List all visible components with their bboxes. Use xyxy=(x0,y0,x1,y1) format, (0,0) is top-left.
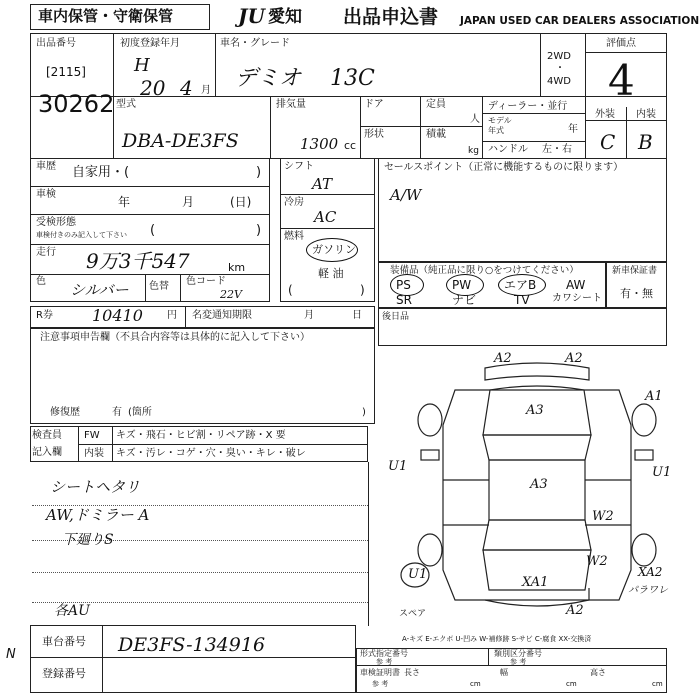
inspector-label: 検査員 xyxy=(32,430,62,441)
damage-mark-bottom-a2: A2 xyxy=(566,603,584,618)
repair-part-label: (箇所 xyxy=(128,407,152,418)
grid-line xyxy=(112,426,113,462)
damage-mark-hood: A3 xyxy=(526,403,544,418)
registration-label: 初度登録年月 xyxy=(120,38,180,49)
damage-mark-rear-right-xa2: XA2 xyxy=(638,565,663,579)
spec-cert-label: 形式指定番号 xyxy=(360,649,408,658)
handle-options: 左・右 xyxy=(542,144,572,155)
warranty-label: 新車保証書 xyxy=(612,266,658,276)
damage-legend: A-キズ E-エクボ U-凹み W-補修跡 S-サビ C-腐食 XX-交換済 xyxy=(402,635,592,643)
interior-label: 内装 xyxy=(636,109,656,120)
shift-label: シフト xyxy=(284,161,314,172)
deadline-month: 月 xyxy=(304,310,314,321)
displacement-value: 1300 xyxy=(300,135,339,153)
history-value: 自家用・( xyxy=(72,165,130,180)
car-name-value: デミオ xyxy=(235,66,302,91)
accept-label: 受検形態 xyxy=(36,217,76,228)
grid-line xyxy=(78,444,368,445)
car-name-label: 車名・グレード xyxy=(220,38,290,49)
equip-ps: PS xyxy=(396,278,411,292)
dealer-label: ディーラー・並行 xyxy=(488,101,568,112)
load-label: 積載 xyxy=(426,129,446,140)
inspector-label-2: 記入欄 xyxy=(32,447,62,458)
grid-line xyxy=(488,648,489,665)
color-code-value: 22V xyxy=(220,288,242,301)
shaken-year-unit: 年 xyxy=(118,195,131,209)
color-change-label: 色替 xyxy=(149,281,169,292)
equip-sr: SR xyxy=(396,293,412,307)
grid-line xyxy=(185,306,186,328)
grid-line xyxy=(30,244,270,245)
spec-class-label: 類別区分番号 xyxy=(494,649,542,658)
chassis-label: 車台番号 xyxy=(42,635,86,648)
storage-title: 車内保管・守衛保管 xyxy=(38,7,174,25)
color-value: シルバー xyxy=(70,281,129,299)
association-name: JAPAN USED CAR DEALERS ASSOCIATION xyxy=(460,15,700,27)
exterior-label: 外装 xyxy=(595,109,615,120)
sales-point-value: A/W xyxy=(390,186,422,204)
capacity-label: 定員 xyxy=(426,99,446,110)
damage-mark-rear-w2: W2 xyxy=(586,554,608,569)
fuel-value: ガソリン xyxy=(312,243,356,256)
model-year-label-2: 年式 xyxy=(488,126,504,135)
grid-line xyxy=(30,657,356,658)
grid-line xyxy=(482,113,585,114)
accept-note: 車検付きのみ記入して下さい xyxy=(36,231,127,239)
damage-mark-right-a1: A1 xyxy=(645,389,663,404)
writing-line xyxy=(32,572,368,573)
grid-line xyxy=(30,214,270,215)
shaken-day-unit: (日) xyxy=(230,195,252,209)
equip-pw: PW xyxy=(452,278,472,292)
spec-reg-cert-label: 車検証明書 xyxy=(360,668,400,677)
damage-mark-right-u1: U1 xyxy=(652,465,672,480)
model-year-label: モデル xyxy=(488,116,512,125)
reg-number-label: 登録番号 xyxy=(42,667,86,680)
spec-length-label: 長さ xyxy=(404,668,420,677)
rating-label: 評価点 xyxy=(606,38,636,49)
grid-line xyxy=(30,274,270,275)
spec-length-unit: cm xyxy=(470,680,481,688)
drive-dot: ・ xyxy=(555,63,565,74)
shape-label: 形状 xyxy=(364,129,384,140)
door-label: ドア xyxy=(364,99,384,110)
displacement-label: 排気量 xyxy=(276,99,306,110)
sales-point-block xyxy=(378,158,667,262)
accept-open: ( xyxy=(150,223,156,238)
grid-line xyxy=(30,186,270,187)
misc-note: 各AU xyxy=(54,603,90,619)
inspector-fw-label: FW xyxy=(84,430,100,441)
repair-value: 有 xyxy=(112,407,122,418)
chassis-value: DE3FS-134916 xyxy=(118,634,266,656)
damage-mark-left-u1: U1 xyxy=(388,459,408,474)
damage-mark-rear-xa1: XA1 xyxy=(522,575,549,590)
equip-circle xyxy=(446,274,484,296)
spare-label: スペア xyxy=(399,609,427,619)
spec-width-label: 幅 xyxy=(500,668,508,677)
month-unit: 月 xyxy=(201,85,211,96)
interior-grade: B xyxy=(638,130,653,154)
equip-circle xyxy=(498,274,546,296)
rating-value: 4 xyxy=(608,56,635,105)
lot-number: 30262 xyxy=(38,90,115,118)
model-value: DBA-DE3FS xyxy=(122,130,239,152)
equip-navi: ナビ xyxy=(452,293,477,307)
color-label: 色 xyxy=(36,276,46,287)
grid-line xyxy=(482,141,585,142)
grid-line xyxy=(420,96,421,159)
equipment-label: 装備品（純正品に限り○をつけてください） xyxy=(390,265,579,276)
handle-label: ハンドル xyxy=(488,144,528,155)
cooler-label: 冷房 xyxy=(284,197,304,208)
grid-line xyxy=(270,96,271,159)
accept-close: ) xyxy=(256,223,262,238)
side-mark: N xyxy=(6,647,16,662)
handwritten-note-2: AW,ドミラー A xyxy=(46,506,150,524)
form-title: 出品申込書 xyxy=(343,6,439,28)
damage-mark-left-rear-u1: U1 xyxy=(408,567,428,582)
car-grade-value: 13C xyxy=(330,66,375,91)
grid-line xyxy=(145,274,146,302)
mileage-value: 9万3千547 xyxy=(86,249,190,273)
registration-month: 4 xyxy=(180,76,193,100)
fuel-label: 燃料 xyxy=(284,231,304,242)
shift-value: AT xyxy=(312,175,333,193)
recycle-unit: 円 xyxy=(167,310,177,321)
equip-aw: AW xyxy=(566,278,586,292)
region-name: 愛知 xyxy=(268,7,302,27)
damage-mark-rear-note: パラワレ xyxy=(628,585,668,596)
grid-line xyxy=(280,228,375,229)
repair-part-close: ) xyxy=(362,407,366,418)
back-goods-label: 後日品 xyxy=(382,312,410,322)
lot-sub-number: [2115] xyxy=(46,65,86,79)
capacity-unit: 人 xyxy=(470,114,480,125)
grid-line xyxy=(360,96,361,159)
grid-line xyxy=(368,462,369,626)
handwritten-note-1: シートヘタリ xyxy=(50,478,141,496)
shaken-label: 車検 xyxy=(36,189,56,200)
history-label: 車歴 xyxy=(36,161,56,172)
grid-line xyxy=(215,33,216,96)
model-label: 型式 xyxy=(116,99,136,110)
handwritten-note-3: 下廻りS xyxy=(62,532,114,548)
spec-cert-sub: 参 考 xyxy=(376,658,393,666)
spec-height-label: 高さ xyxy=(590,668,606,677)
grid-line xyxy=(280,194,375,195)
displacement-unit: cc xyxy=(344,139,357,152)
equip-circle xyxy=(390,274,424,296)
spec-width-unit: cm xyxy=(566,680,577,688)
inspector-fw-items: キズ・飛石・ヒビ割・リペア跡・X 要 xyxy=(116,430,286,441)
grid-line xyxy=(180,274,181,302)
grid-line xyxy=(102,625,103,693)
spec-class-sub: 参 考 xyxy=(510,658,527,666)
mileage-label: 走行 xyxy=(36,247,56,258)
repair-label: 修復歴 xyxy=(50,407,80,418)
inspector-interior-items: キズ・汚レ・コゲ・穴・臭い・キレ・破レ xyxy=(116,448,306,459)
grid-line xyxy=(360,126,482,127)
grid-line xyxy=(626,107,627,159)
damage-mark-a2-left: A2 xyxy=(494,351,512,366)
lot-label: 出品番号 xyxy=(36,38,76,49)
model-year-unit: 年 xyxy=(568,124,578,135)
grid-line xyxy=(30,96,667,97)
damage-mark-roof: A3 xyxy=(530,477,548,492)
grid-line xyxy=(482,96,483,159)
fuel-circle xyxy=(306,238,358,262)
drive-2wd: 2WD xyxy=(547,51,571,62)
drive-4wd: 4WD xyxy=(547,76,571,87)
cooler-value: AC xyxy=(314,208,337,226)
deadline-label: 名変通知期限 xyxy=(192,310,252,321)
damage-mark-a2-right: A2 xyxy=(565,351,583,366)
equip-airbag: エアB xyxy=(504,278,537,292)
grid-line xyxy=(78,426,79,462)
spec-height-unit: cm xyxy=(652,680,663,688)
registration-era: H xyxy=(134,55,150,76)
notes-label: 注意事項申告欄（不具合内容等は具体的に記入して下さい） xyxy=(40,332,310,343)
equip-tv: TV xyxy=(514,293,530,307)
fuel-open: ( xyxy=(288,283,293,297)
grid-line xyxy=(540,33,541,96)
equip-leather: カワシート xyxy=(552,293,602,304)
shaken-month-unit: 月 xyxy=(182,195,195,209)
recycle-value: 10410 xyxy=(92,306,143,325)
back-goods-block xyxy=(378,308,667,346)
fuel-close: ) xyxy=(360,283,365,297)
warranty-options: 有・無 xyxy=(620,287,653,300)
mileage-unit: km xyxy=(228,261,246,274)
fuel-alt: 軽 油 xyxy=(318,267,344,280)
recycle-label: R券 xyxy=(36,310,53,321)
spec-ref-label: 参 考 xyxy=(372,680,389,688)
deadline-day: 日 xyxy=(352,310,362,321)
history-close: ) xyxy=(256,165,262,180)
damage-mark-right-w2: W2 xyxy=(592,509,614,524)
exterior-grade: C xyxy=(600,130,616,154)
sales-point-label: セールスポイント（正常に機能するものに限ります） xyxy=(384,162,624,173)
registration-year: 20 xyxy=(140,76,166,100)
color-code-label: 色コード xyxy=(186,276,226,287)
load-unit: kg xyxy=(468,146,479,156)
grid-line xyxy=(585,52,667,53)
ju-logo: JU xyxy=(238,4,265,28)
inspector-interior-label: 内装 xyxy=(84,448,104,459)
